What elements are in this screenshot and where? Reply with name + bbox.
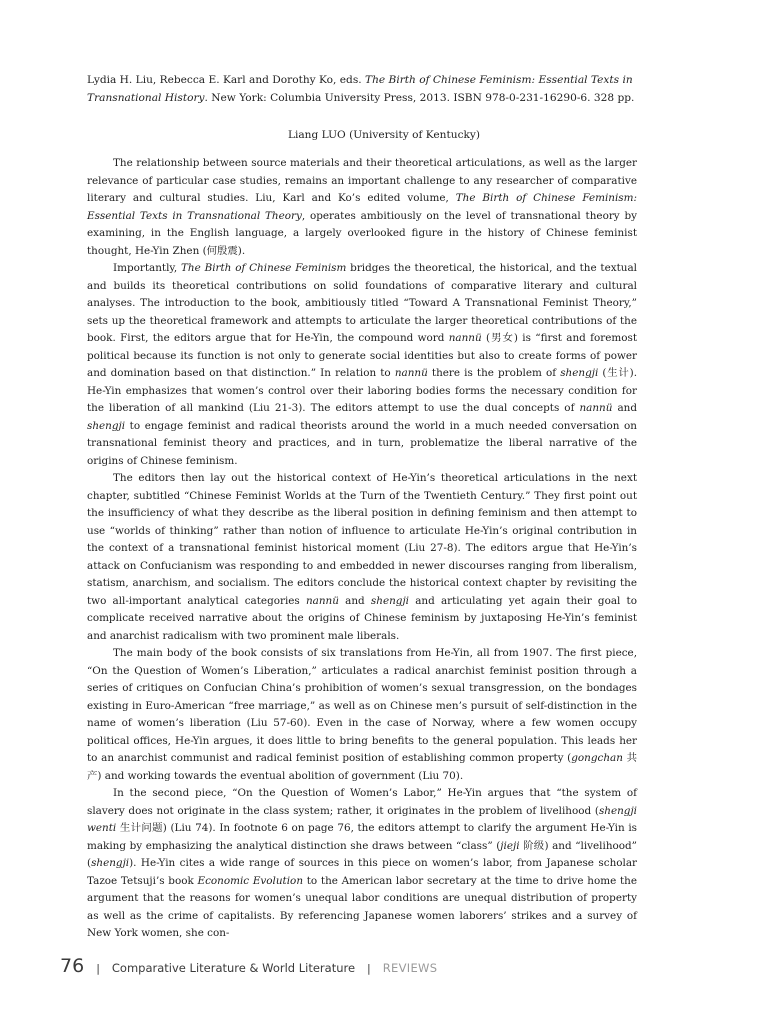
section-label: REVIEWS — [382, 961, 438, 975]
page-number: 76 — [60, 955, 85, 977]
reviewer-name: Liang LUO (University of Kentucky) — [287, 129, 481, 141]
body-paragraph: The main body of the book consists of six translations from He-Yin, all from 1907. The first piece, “On the Question of Women’s Liberation,” articulates a radical anarchist feminist position through a series of critiques on Confucian China’s prohibition of women’s sexual transgression, on the bondages existing in Euro-American “free marriage,” as well as on Chinese men’s pursuit of self-distinction in the name of women’s liberation (Liu 57-60). Even in the case of Norway, where a few women occupy political offices, He-Yin argues, it does little to bring benefits to the general population. This leads her to an anarchist communist and radical feminist position of establishing common property (gongchan 共产) and working towards the eventual abolition of government (Liu 70). — [87, 647, 637, 782]
citation-book-title: The Birth of Chinese Feminism: Essential Texts in Transnational History — [87, 74, 633, 104]
body-paragraph: The relationship between source materials and their theoretical articulations, as well as the larger relevance of particular case studies, remains an important challenge to any researcher of comparative literary and cultural studies. Liu, Karl and Ko’s edited volume, The Birth of Chinese Feminism: Essential Texts in Transnational Theory, operates ambitiously on the level of transnational theory by examining, in the English language, a largely overlooked figure in the history of Chinese feminist thought, He-Yin Zhen (何殷震). — [87, 157, 637, 257]
footer-separator: | — [96, 962, 100, 975]
footer-separator: | — [367, 962, 371, 975]
book-citation — [87, 71, 637, 107]
review-body — [87, 155, 637, 943]
journal-name: Comparative Literature & World Literature — [111, 961, 356, 975]
body-paragraph: The editors then lay out the historical context of He-Yin’s theoretical articulations in the next chapter, subtitled “Chinese Feminist Worlds at the Turn of the Twentieth Century.” They first point out the insufficiency of what they describe as the liberal position in defining feminism and then attempt to use “worlds of thinking” rather than notion of influence to articulate He-Yin’s original contribution in the context of a transnational feminist historical moment (Liu 27-8). The editors argue that He-Yin’s attack on Confucianism was responding to and embedded in newer discourses ranging from liberalism, statism, anarchism, and socialism. The editors conclude the historical context chapter by revisiting the two all-important analytical categories nannü and shengji and articulating yet again their goal to complicate received narrative about the origins of Chinese feminism by juxtaposing He-Yin’s feminist and anarchist radicalism with two prominent male liberals. — [87, 472, 637, 642]
citation-publication-details: . New York: Columbia University Press, 2013. ISBN 978-0-231-16290-6. 328 pp. — [204, 92, 635, 104]
body-paragraph: Importantly, The Birth of Chinese Feminism bridges the theoretical, the historical, and the textual and builds its theoretical contributions on solid foundations of comparative literary and cultural analyses. The introduction to the book, ambitiously titled “Toward A Transnational Feminist Theory,” sets up the theoretical framework and attempts to articulate the larger theoretical contributions of the book. First, the editors argue that for He-Yin, the compound word nannü (男女) is “first and foremost political because its function is not only to generate social identities but also to create forms of power and domination based on that distinction.” In relation to nannü there is the problem of shengji (生计). He-Yin emphasizes that women’s control over their laboring bodies forms the necessary condition for the liberation of all mankind (Liu 21-3). The editors attempt to use the dual concepts of nannü and shengji to engage feminist and radical theorists around the world in a much needed conversation on transnational feminist theory and practices, and in turn, problematize the liberal narrative of the origins of Chinese feminism. — [87, 262, 637, 467]
body-paragraph: In the second piece, “On the Question of Women’s Labor,” He-Yin argues that “the system of slavery does not originate in the class system; rather, it originates in the problem of livelihood (shengji wenti 生计问题) (Liu 74). In footnote 6 on page 76, the editors attempt to clarify the argument He-Yin is making by emphasizing the analytical distinction she draws between “class” (jieji 阶级) and “livelihood” (shengji). He-Yin cites a wide range of sources in this piece on women’s labor, from Japanese scholar Tazoe Tetsuji’s book Economic Evolution to the American labor secretary at the time to drive home the argument that the reasons for women’s unequal labor conditions are unequal distribution of property as well as the crime of capitalists. By referencing Japanese women laborers’ strikes and a survey of New York women, she con- — [87, 787, 637, 939]
page-footer — [60, 955, 437, 985]
citation-authors: Lydia H. Liu, Rebecca E. Karl and Dorothy Ko, eds. — [87, 74, 362, 86]
